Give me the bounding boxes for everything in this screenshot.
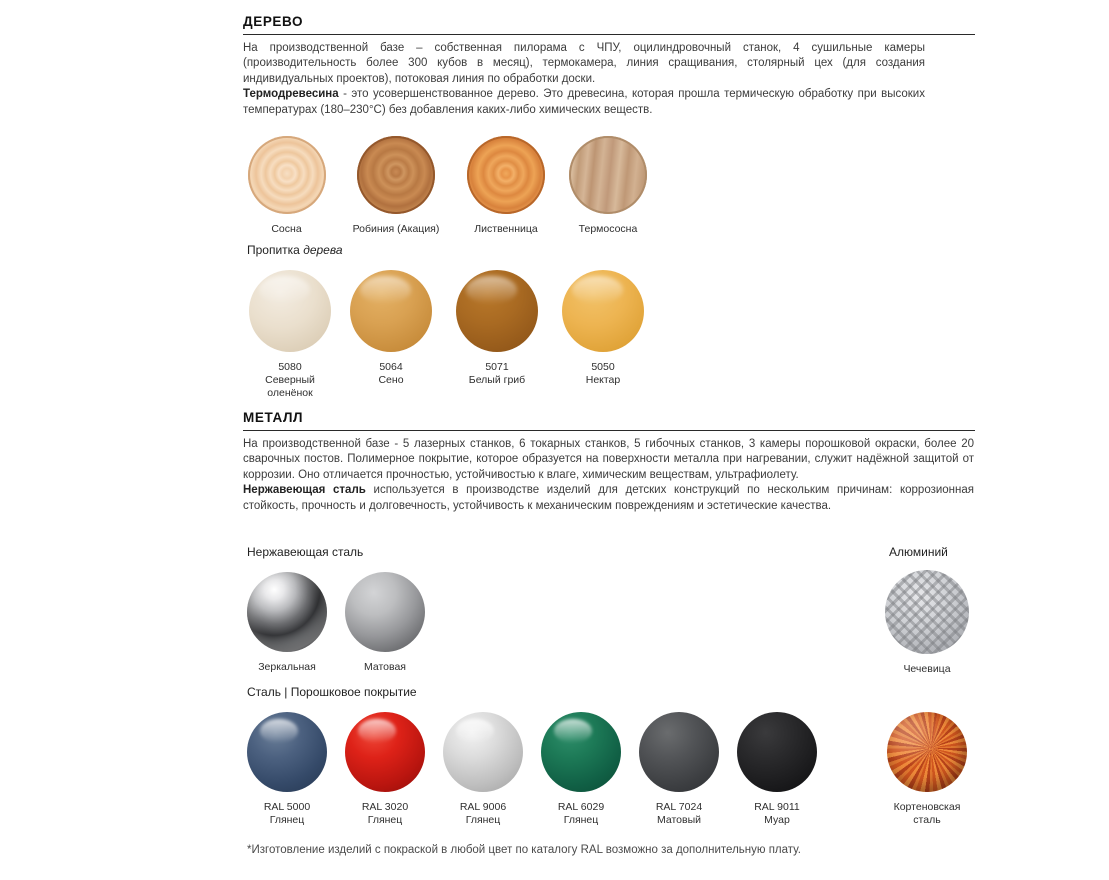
stainless-text: используется в производстве изделий для детских конструкций по нескольким причинам: коррозионная стойкость, прочность и долговечность, устойчивость к механическим повреждениям и эстетические качества. bbox=[243, 484, 975, 512]
wood-species-label: Термососна bbox=[578, 223, 638, 235]
powder-code: RAL 5000 bbox=[263, 801, 311, 813]
metal-paragraph-2 bbox=[243, 483, 974, 514]
powder-code: RAL 7024 bbox=[655, 801, 703, 813]
wood-species-label: Робиния (Акация) bbox=[352, 223, 440, 235]
corten-item-wrap bbox=[886, 712, 968, 827]
corten-name-line2: сталь bbox=[913, 814, 941, 826]
powder-code: RAL 6029 bbox=[557, 801, 605, 813]
impregnation-title bbox=[247, 243, 343, 263]
stainless-swatch-mirror bbox=[247, 572, 327, 652]
thermowood-text: - это усовершенствованное дерево. Это древесина, которая прошла термическую обработку при высоких температурах (180–230°C) без добавления каких-либо химических веществ. bbox=[243, 88, 925, 116]
powder-item[interactable] bbox=[639, 712, 719, 827]
powder-code: RAL 9011 bbox=[754, 801, 800, 813]
wood-divider bbox=[243, 34, 975, 35]
powder-swatch-ral9006 bbox=[443, 712, 523, 792]
corten-name-line1: Кортеновская bbox=[893, 801, 961, 813]
thermowood-term: Термодревесина bbox=[243, 88, 339, 101]
impregnation-item[interactable] bbox=[449, 270, 545, 400]
stainless-item[interactable] bbox=[247, 572, 327, 674]
impregnation-swatch-5071 bbox=[456, 270, 538, 352]
wood-swatch-thermopine bbox=[569, 136, 647, 214]
impregnation-code: 5050 bbox=[591, 361, 615, 373]
aluminium-title-text: Алюминий bbox=[889, 545, 948, 559]
impregnation-name-line2: оленёнок bbox=[267, 387, 313, 399]
powder-row bbox=[247, 712, 817, 827]
impregnation-name-line1: Нектар bbox=[585, 374, 621, 386]
impregnation-label bbox=[469, 361, 525, 387]
impregnation-label bbox=[586, 361, 621, 387]
wood-swatch-larch bbox=[467, 136, 545, 214]
stainless-term: Нержавеющая сталь bbox=[243, 484, 366, 497]
stainless-label: Матовая bbox=[364, 661, 406, 673]
stainless-title-text: Нержавеющая сталь bbox=[247, 545, 364, 559]
aluminium-row bbox=[884, 570, 970, 676]
impregnation-title-word-1: Пропитка bbox=[247, 243, 300, 257]
wood-species-item[interactable] bbox=[247, 136, 326, 236]
impregnation-name-line1: Сено bbox=[378, 374, 404, 386]
impregnation-item[interactable] bbox=[247, 270, 333, 400]
powder-finish: Глянец bbox=[465, 814, 501, 826]
wood-species-item[interactable] bbox=[346, 136, 446, 236]
wood-species-row bbox=[247, 136, 650, 236]
powder-finish: Глянец bbox=[367, 814, 403, 826]
wood-section bbox=[243, 14, 975, 35]
powder-item[interactable] bbox=[345, 712, 425, 827]
powder-label bbox=[460, 801, 506, 827]
impregnation-row bbox=[247, 270, 646, 400]
powder-item[interactable] bbox=[247, 712, 327, 827]
metal-divider bbox=[243, 430, 975, 431]
wood-paragraph-1: На производственной базе – собственная пилорама с ЧПУ, оцилиндровочный станок, 4 сушильные камеры (производительность более 300 кубов в месяц), термокамера, линия сращивания, столярный цех (для создания индивидуальных проектов), потоковая линия по обработки доски. bbox=[243, 42, 925, 85]
powder-item[interactable] bbox=[443, 712, 523, 827]
corten-label bbox=[894, 801, 961, 827]
metal-section bbox=[243, 410, 975, 431]
powder-finish: Глянец bbox=[269, 814, 305, 826]
powder-swatch-ral9011 bbox=[737, 712, 817, 792]
powder-label bbox=[754, 801, 800, 827]
corten-swatch bbox=[887, 712, 967, 792]
powder-code: RAL 3020 bbox=[361, 801, 409, 813]
powder-label bbox=[264, 801, 310, 827]
impregnation-code: 5064 bbox=[379, 361, 403, 373]
stainless-item[interactable] bbox=[345, 572, 425, 674]
powder-swatch-ral6029 bbox=[541, 712, 621, 792]
powder-code: RAL 9006 bbox=[459, 801, 507, 813]
powder-title-text: Сталь | Порошковое покрытие bbox=[247, 685, 417, 699]
powder-swatch-ral7024 bbox=[639, 712, 719, 792]
powder-finish: Матовый bbox=[657, 814, 701, 826]
impregnation-label bbox=[378, 361, 403, 387]
stainless-label: Зеркальная bbox=[258, 661, 316, 673]
wood-species-label: Лиственница bbox=[474, 223, 538, 235]
powder-finish: Глянец bbox=[563, 814, 599, 826]
wood-species-item[interactable] bbox=[566, 136, 650, 236]
powder-item[interactable] bbox=[737, 712, 817, 827]
impregnation-item[interactable] bbox=[560, 270, 646, 400]
powder-item[interactable] bbox=[541, 712, 621, 827]
metal-paragraph-1: На производственной базе - 5 лазерных станков, 6 токарных станков, 5 гибочных станков, 3 камеры порошковой окраски, более 20 сварочных постов. Полимерное покрытие, которое образуется на поверхности металла при нагревании, служит надёжной защитой от коррозии. Оно отличается прочностью, устойчивостью к влаге, химическим веществам, ультрафиолету. bbox=[243, 438, 974, 481]
impregnation-swatch-5064 bbox=[350, 270, 432, 352]
metal-description bbox=[243, 437, 974, 514]
corten-item[interactable] bbox=[886, 712, 968, 827]
impregnation-label bbox=[265, 361, 315, 400]
impregnation-code: 5080 bbox=[278, 361, 302, 373]
aluminium-item[interactable] bbox=[884, 570, 970, 676]
stainless-row bbox=[247, 572, 425, 674]
wood-paragraph-2 bbox=[243, 87, 925, 118]
stainless-title bbox=[247, 545, 363, 565]
powder-label bbox=[656, 801, 702, 827]
wood-description bbox=[243, 41, 925, 118]
wood-section-title: ДЕРЕВО bbox=[243, 14, 304, 29]
stainless-swatch-matte bbox=[345, 572, 425, 652]
impregnation-item[interactable] bbox=[348, 270, 434, 400]
powder-swatch-ral3020 bbox=[345, 712, 425, 792]
powder-title bbox=[247, 685, 417, 705]
aluminium-title bbox=[889, 545, 948, 565]
impregnation-code: 5071 bbox=[485, 361, 509, 373]
aluminium-swatch-lentil bbox=[885, 570, 969, 654]
powder-label bbox=[558, 801, 604, 827]
aluminium-label: Чечевица bbox=[903, 663, 951, 675]
impregnation-name-line1: Северный bbox=[265, 374, 315, 386]
powder-swatch-ral5000 bbox=[247, 712, 327, 792]
metal-section-title: МЕТАЛЛ bbox=[243, 410, 304, 425]
wood-swatch-acacia bbox=[357, 136, 435, 214]
impregnation-swatch-5080 bbox=[249, 270, 331, 352]
footnote: *Изготовление изделий с покраской в любой цвет по каталогу RAL возможно за дополнительную плату. bbox=[247, 844, 801, 856]
wood-species-item[interactable] bbox=[466, 136, 546, 236]
impregnation-title-word-2: дерева bbox=[303, 243, 343, 257]
powder-finish: Муар bbox=[764, 814, 790, 826]
wood-swatch-pine bbox=[248, 136, 326, 214]
impregnation-name-line1: Белый гриб bbox=[468, 374, 526, 386]
powder-label bbox=[362, 801, 408, 827]
wood-species-label: Сосна bbox=[271, 223, 302, 235]
impregnation-swatch-5050 bbox=[562, 270, 644, 352]
